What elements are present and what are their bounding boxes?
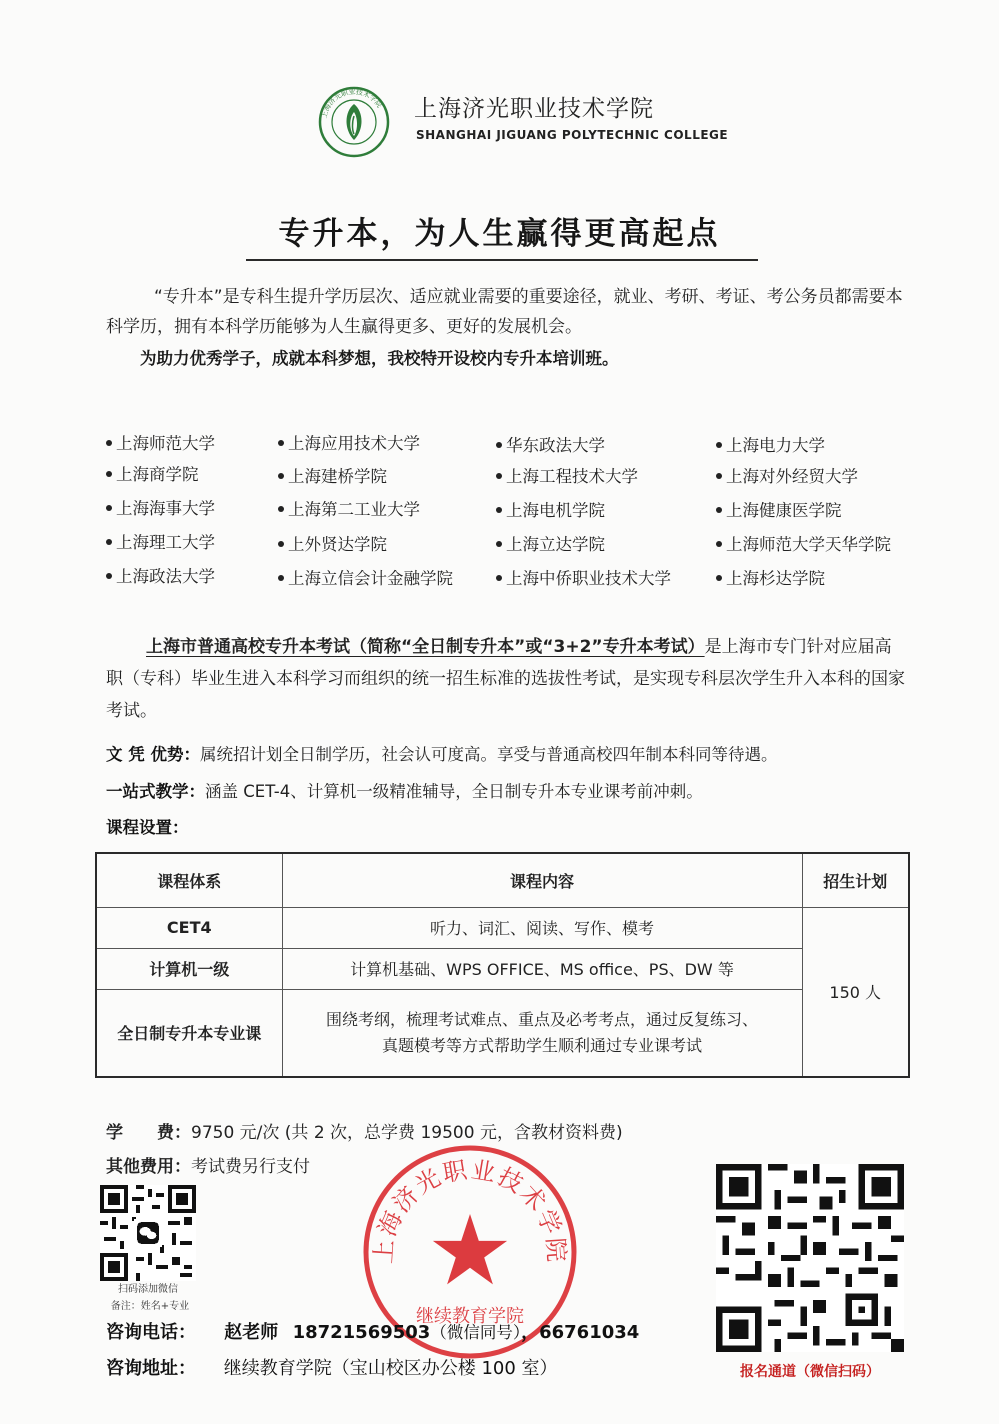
- bullet-icon: [496, 442, 502, 448]
- contact-phone-number[interactable]: 18721569503: [292, 1322, 431, 1343]
- university-item: 上海海事大学: [106, 495, 215, 519]
- exam-description-text: 是上海市专门针对应届高职（专科）毕业生进入本科学习而组织的统一招生标准的选拔性考试，是实现专科层次学生升入本科的国家考试。: [106, 637, 905, 721]
- logo-ring-text: 上海济光职业技术学院: [320, 87, 384, 119]
- feature-onestop: 一站式教学：涵盖 CET-4、计算机一级精准辅导，全日制专升本专业课考前冲刺。: [106, 782, 703, 801]
- course-system: CET4: [96, 907, 282, 948]
- table-row: [96, 948, 909, 989]
- bullet-icon: [278, 575, 284, 581]
- university-item: 上海师范大学天华学院: [716, 531, 891, 555]
- bullet-icon: [716, 507, 722, 513]
- exam-name: 上海市普通高校专升本考试（简称“全日制专升本”或“3+2”专升本考试）: [146, 637, 705, 657]
- university-item: 上海立达学院: [496, 531, 605, 555]
- contact-label: 咨询电话：: [106, 1322, 196, 1343]
- bullet-icon: [716, 575, 722, 581]
- university-item: 上海杉达学院: [716, 565, 825, 589]
- university-item: 上海电力大学: [716, 432, 825, 456]
- bullet-icon: [106, 505, 112, 511]
- course-section-label: 课程设置：: [106, 818, 189, 837]
- signup-qr-caption: 报名通道（微信扫码）: [740, 1364, 880, 1380]
- feature-onestop-label: 一站式教学：: [106, 782, 205, 801]
- wechat-qr-caption: 扫码添加微信: [118, 1284, 178, 1295]
- other-fees: [106, 1152, 310, 1177]
- university-item: 上海第二工业大学: [278, 496, 420, 520]
- page-title: 专升本，为人生赢得更高起点: [278, 216, 721, 252]
- university-item: 上外贤达学院: [278, 531, 387, 555]
- university-item: 上海工程技术大学: [496, 463, 638, 487]
- signup-qr-code[interactable]: [716, 1164, 904, 1352]
- university-item: 上海中侨职业技术大学: [496, 565, 671, 589]
- university-item: 上海应用技术大学: [278, 430, 420, 454]
- university-item: 上海商学院: [106, 461, 199, 485]
- course-content: 计算机基础、WPS OFFICE、MS office、PS、DW 等: [282, 948, 802, 989]
- bullet-icon: [106, 539, 112, 545]
- bullet-icon: [496, 473, 502, 479]
- wechat-qr-code[interactable]: [100, 1185, 196, 1281]
- enrollment-plan: 150 人: [802, 907, 909, 1077]
- table-row: [96, 989, 909, 1077]
- contact-phone: 咨询电话： 赵老师 18721569503（微信同号），66761034: [106, 1322, 640, 1343]
- course-system: 计算机一级: [96, 948, 282, 989]
- university-item: 上海电机学院: [496, 497, 605, 521]
- tuition-fee: [106, 1118, 623, 1143]
- college-name-cn: 上海济光职业技术学院: [414, 96, 654, 122]
- bullet-icon: [278, 541, 284, 547]
- intro-highlight: 为助力优秀学子，成就本科梦想，我校特开设校内专升本培训班。: [140, 349, 619, 368]
- feature-diploma-label: 文 凭 优势：: [106, 745, 200, 764]
- bullet-icon: [106, 573, 112, 579]
- university-item: 上海政法大学: [106, 563, 215, 587]
- bullet-icon: [716, 442, 722, 448]
- bullet-icon: [278, 506, 284, 512]
- university-item: 上海理工大学: [106, 529, 215, 553]
- wechat-qr-note: 备注：姓名+专业: [110, 1301, 190, 1312]
- contact-address: [106, 1354, 558, 1380]
- university-item: 上海建桥学院: [278, 463, 387, 487]
- other-fees-value: 考试费另行支付: [191, 1157, 310, 1177]
- bullet-icon: [496, 575, 502, 581]
- bullet-icon: [496, 507, 502, 513]
- tuition-value: 9750 元/次 (共 2 次，总学费 19500 元，含教材资料费): [191, 1123, 623, 1143]
- table-header-row: [96, 853, 909, 907]
- seal-arc-text: 上海济光职业技术学院: [369, 1155, 571, 1265]
- university-item: 上海师范大学: [106, 430, 215, 454]
- table-header: 招生计划: [802, 853, 909, 907]
- bullet-icon: [106, 471, 112, 477]
- exam-description: [106, 631, 906, 727]
- contact-teacher: 赵老师: [224, 1322, 279, 1343]
- course-table: [95, 852, 910, 1078]
- intro-paragraph: “专升本”是专科生提升学历层次、适应就业需要的重要途径，就业、考研、考证、考公务员都需要本科学历，拥有本科学历能够为人生赢得更多、更好的发展机会。: [106, 287, 903, 337]
- title-underline: [246, 259, 758, 261]
- address-value: 继续教育学院（宝山校区办公楼 100 室）: [223, 1358, 558, 1379]
- university-item: 上海健康医学院: [716, 497, 842, 521]
- bullet-icon: [278, 440, 284, 446]
- bullet-icon: [496, 541, 502, 547]
- contact-phone-note: （微信同号）: [430, 1323, 522, 1342]
- course-system: 全日制专升本专业课: [96, 989, 282, 1077]
- college-name-en: SHANGHAI JIGUANG POLYTECHNIC COLLEGE: [416, 128, 729, 142]
- feature-diploma: 文 凭 优势：属统招计划全日制学历，社会认可度高。享受与普通高校四年制本科同等待遇。: [106, 745, 778, 764]
- bullet-icon: [278, 473, 284, 479]
- bullet-icon: [106, 440, 112, 446]
- table-header: 课程体系: [96, 853, 282, 907]
- university-item: 华东政法大学: [496, 432, 605, 456]
- address-label: 咨询地址：: [106, 1358, 196, 1379]
- course-content: 听力、词汇、阅读、写作、模考: [282, 907, 802, 948]
- bullet-icon: [716, 473, 722, 479]
- table-row: [96, 907, 909, 948]
- tuition-label: 学 费：: [106, 1123, 191, 1143]
- contact-phone-number-2[interactable]: 66761034: [539, 1322, 640, 1343]
- college-logo: [318, 86, 390, 158]
- bullet-icon: [716, 541, 722, 547]
- course-content: 围绕考纲，梳理考试难点、重点及必考考点，通过反复练习、 真题模考等方式帮助学生顺利通过专业课考试: [282, 989, 802, 1077]
- university-item: 上海对外经贸大学: [716, 463, 858, 487]
- other-fees-label: 其他费用：: [106, 1157, 191, 1177]
- seal-department: 继续教育学院: [416, 1306, 524, 1327]
- university-item: 上海立信会计金融学院: [278, 565, 453, 589]
- table-header: 课程内容: [282, 853, 802, 907]
